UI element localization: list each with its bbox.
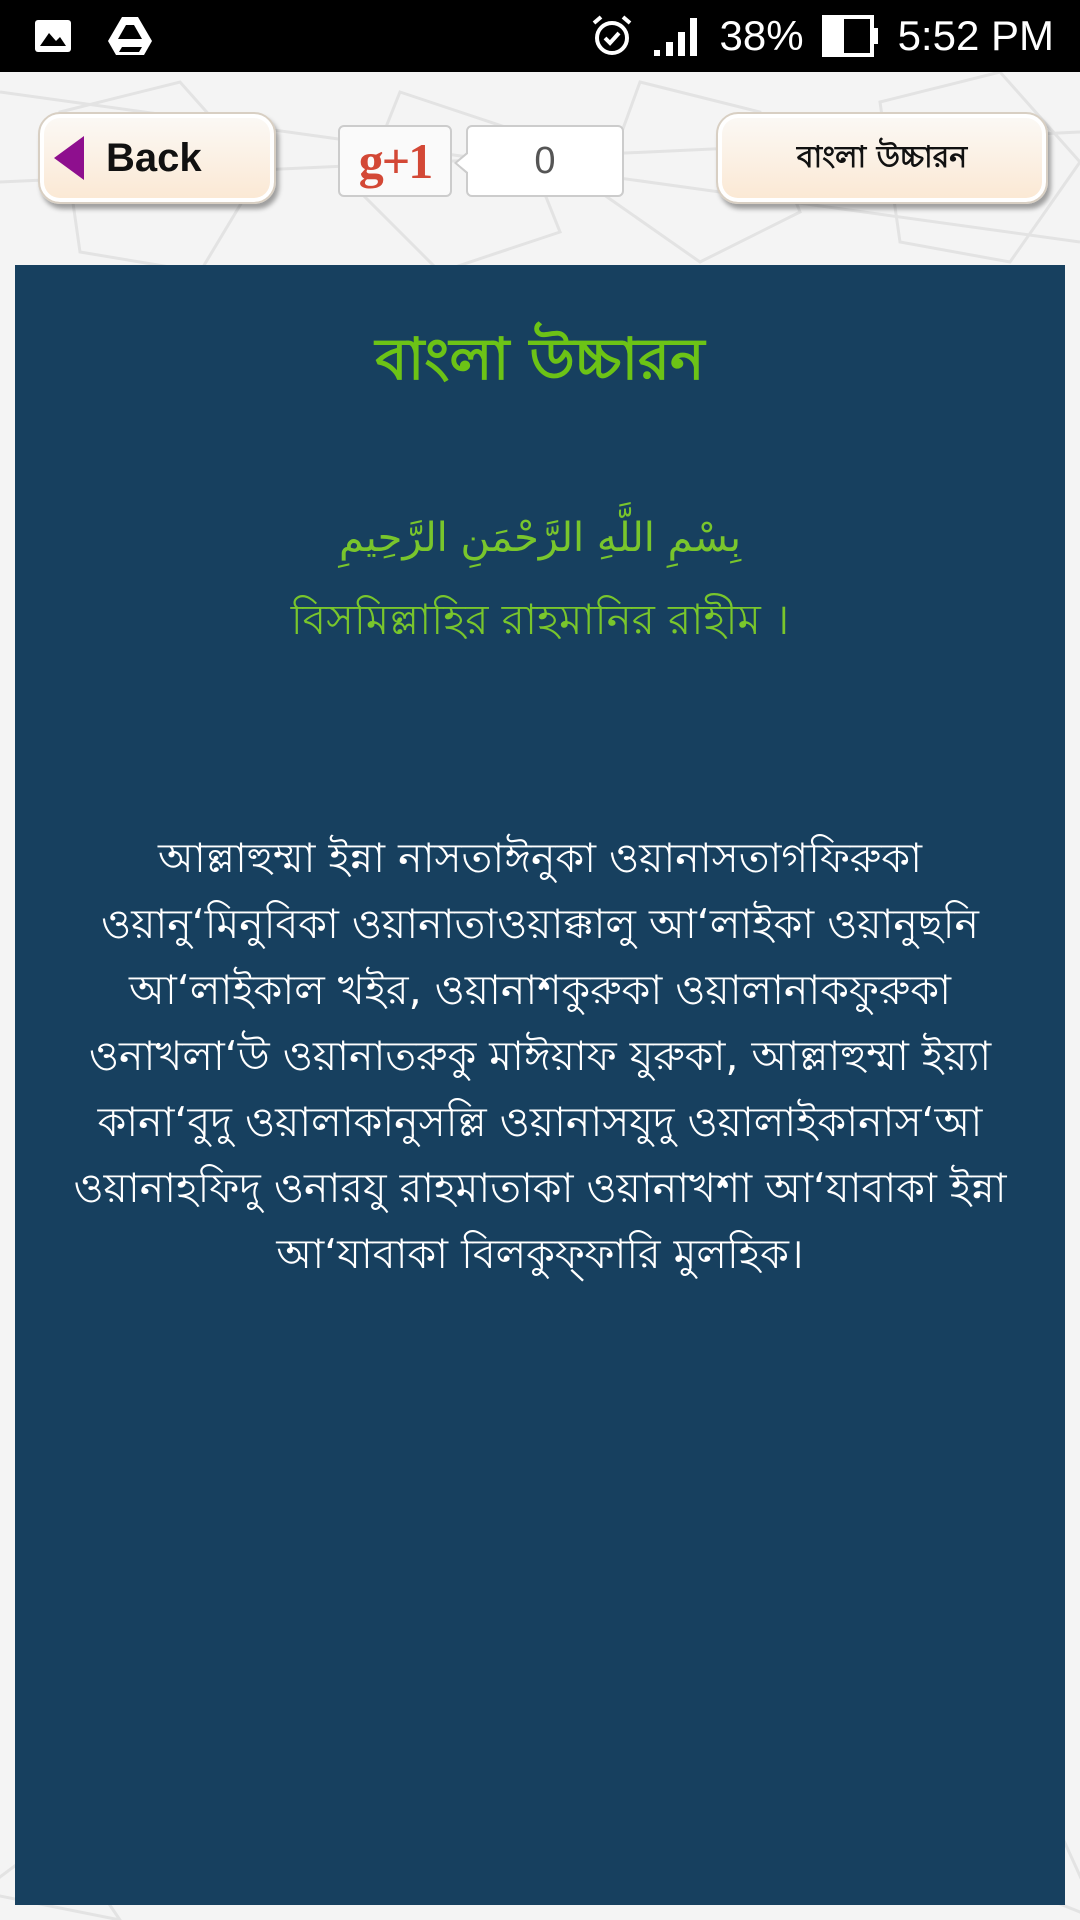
page-title: বাংলা উচ্চারন [375,325,705,393]
back-button-label: Back [106,135,202,180]
battery-percent: 38% [719,12,804,59]
bismillah-arabic: بِسْمِ اللَّهِ الرَّحْمَنِ الرَّحِيمِ [338,515,742,561]
signal-icon [652,14,702,58]
plus-one-count-value: 0 [534,139,556,182]
bangla-pronunciation-button-label: বাংলা উচ্চারন [796,139,968,175]
status-bar [0,0,1080,72]
battery-icon [822,15,880,57]
back-button[interactable] [38,112,276,204]
drive-icon [106,15,154,57]
plus-one-count [466,125,624,197]
back-arrow-icon [54,136,84,180]
content-panel [15,265,1065,1905]
clock: 5:52 PM [897,12,1054,59]
image-icon [34,19,72,53]
toolbar [0,72,1080,264]
dua-text: আল্লাহুম্মা ইন্না নাসতাঈনুকা ওয়ানাসতাগফিরুকা ওয়ানু‘মিনুবিকা ওয়ানাতাওয়াক্কালু আ‘লাইকা ওয়ানুছনি আ‘লাইকাল খইর, ওয়ানাশকুরুকা ওয়ালানাকফুরুকা ওনাখলা‘উ ওয়ানাতরুকু মাঈয়াফ যুরুকা, আল্লাহুম্মা ইয়্যা কানা‘বুদু ওয়ালাকানুসল্লি ওয়ানাসযুদু ওয়ালাইকানাস‘আ ওয়ানাহফিদু ওনারযু রাহমাতাকা ওয়ানাখশা আ‘যাবাকা ইন্না আ‘যাবাকা বিলকুফ্‌ফারি মুলহিক। [73,834,1007,1278]
google-plus-icon: g+1 [358,133,432,189]
alarm-icon [590,14,634,58]
google-plus-one-button[interactable] [338,125,452,197]
bangla-pronunciation-button[interactable] [716,112,1048,204]
bismillah-bangla: বিসমিল্লাহির রাহমানির রাহীম । [290,595,790,644]
